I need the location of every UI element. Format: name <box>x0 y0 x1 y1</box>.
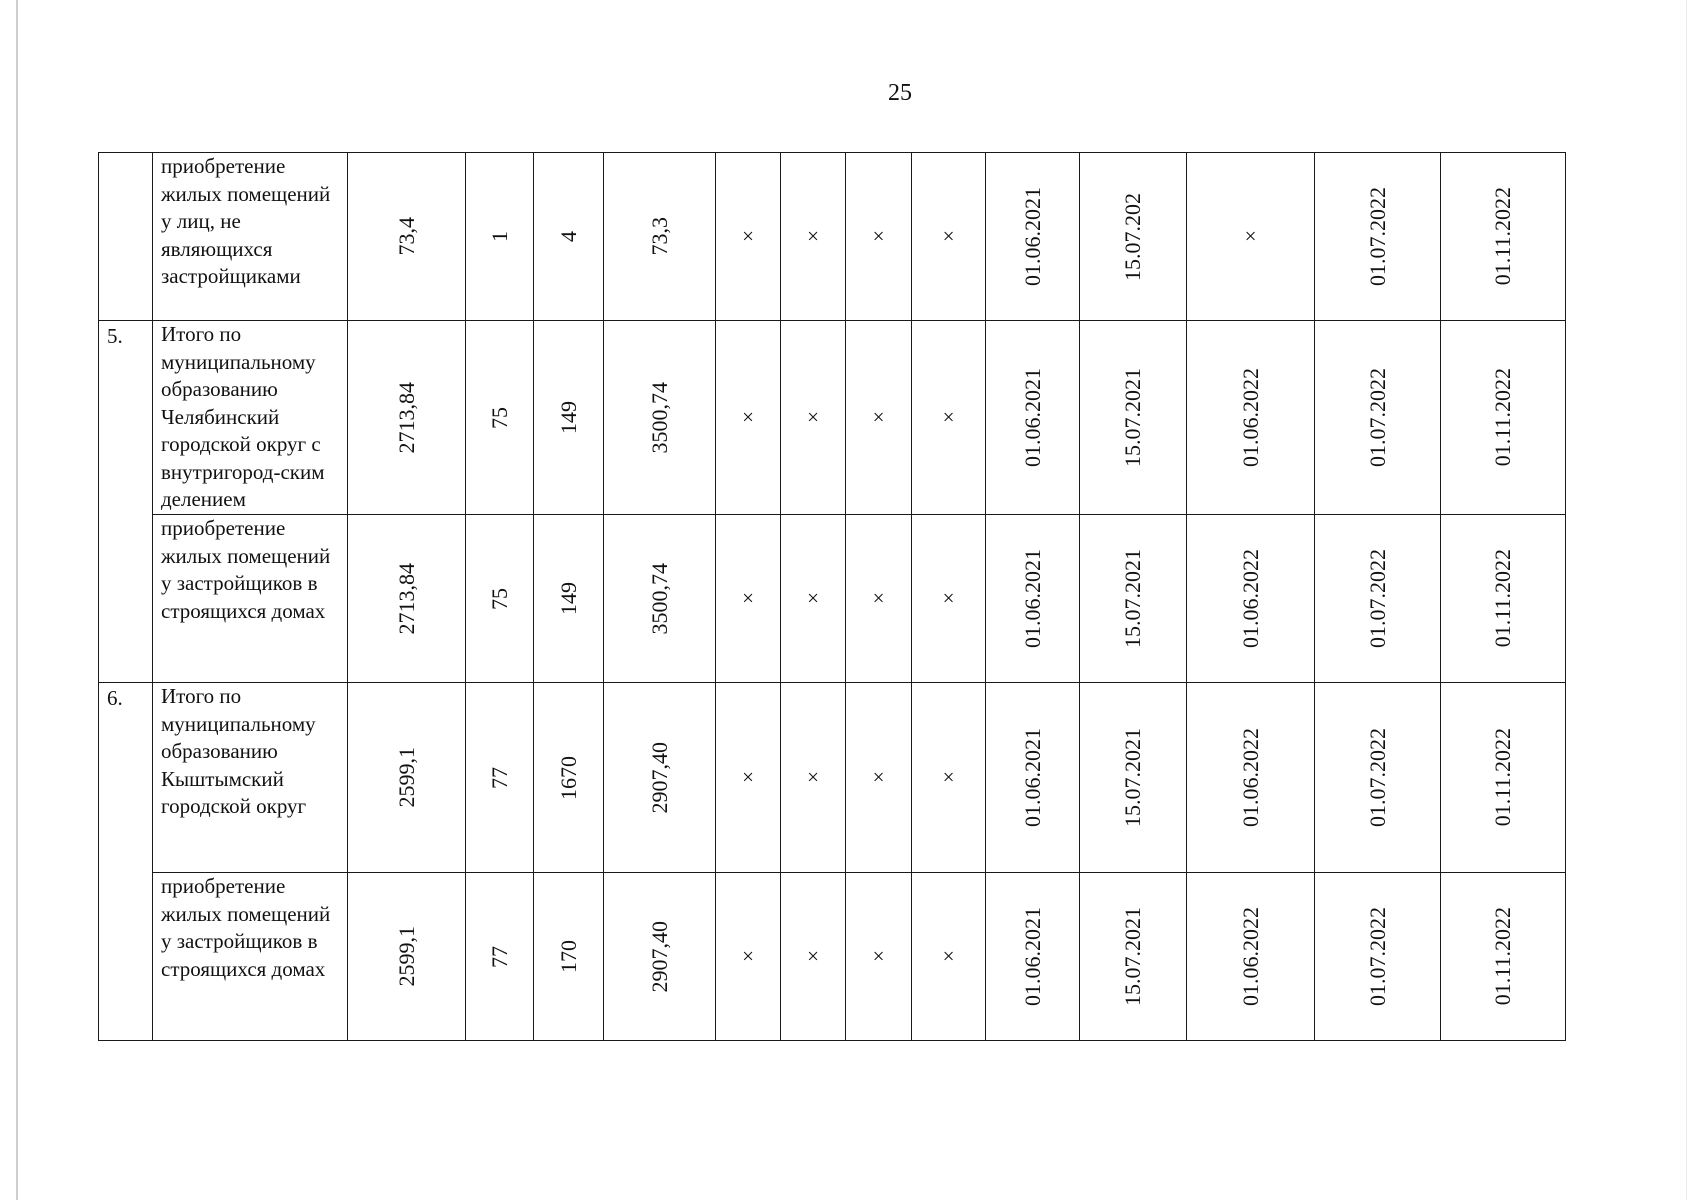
x-mark-cell: × <box>912 873 986 1041</box>
row-name: Итого по муниципальному образованию Кыштымский городской округ <box>153 683 348 873</box>
value-cell: 2713,84 <box>348 321 466 515</box>
date-cell: 01.06.2022 <box>1187 873 1315 1041</box>
x-mark-cell: × <box>716 683 781 873</box>
date-cell: 01.11.2022 <box>1441 321 1566 515</box>
x-mark-cell: × <box>912 321 986 515</box>
x-mark-cell: × <box>846 321 912 515</box>
date-cell: 01.06.2022 <box>1187 683 1315 873</box>
value-cell: 1670 <box>534 683 604 873</box>
date-cell: 01.06.2022 <box>1187 321 1315 515</box>
row-name: приобретение жилых помещений у застройщиков в строящихся домах <box>153 515 348 683</box>
value-cell: 149 <box>534 515 604 683</box>
date-cell: 01.07.2022 <box>1315 321 1441 515</box>
row-name: приобретение жилых помещений у лиц, не являющихся застройщиками <box>153 153 348 321</box>
value-cell: 75 <box>466 321 534 515</box>
x-mark-cell: × <box>846 153 912 321</box>
date-cell: 15.07.2021 <box>1080 873 1187 1041</box>
value-cell: 149 <box>534 321 604 515</box>
value-cell: 2599,1 <box>348 683 466 873</box>
value-cell: 170 <box>534 873 604 1041</box>
x-mark-cell: × <box>781 515 846 683</box>
value-cell: 2713,84 <box>348 515 466 683</box>
date-cell: 01.07.2022 <box>1315 515 1441 683</box>
date-cell: 15.07.2021 <box>1080 683 1187 873</box>
date-cell: 01.06.2021 <box>986 153 1080 321</box>
value-cell: 4 <box>534 153 604 321</box>
value-cell: 2907,40 <box>604 683 716 873</box>
page-number: 25 <box>888 80 912 106</box>
date-cell: 01.11.2022 <box>1441 873 1566 1041</box>
date-cell: 01.11.2022 <box>1441 683 1566 873</box>
row-number <box>99 153 153 321</box>
x-mark-cell: × <box>846 515 912 683</box>
date-cell: 15.07.202 <box>1080 153 1187 321</box>
x-mark-cell: × <box>781 873 846 1041</box>
x-mark-cell: × <box>912 153 986 321</box>
table-row <box>99 873 1566 1041</box>
x-mark-cell: × <box>781 153 846 321</box>
value-cell: 3500,74 <box>604 321 716 515</box>
value-cell: 77 <box>466 873 534 1041</box>
date-cell: 01.07.2022 <box>1315 683 1441 873</box>
x-mark-cell: × <box>912 515 986 683</box>
row-number: 6. <box>99 683 153 1041</box>
row-name: Итого по муниципальному образованию Челябинский городской округ с внутригород-ским делением <box>153 321 348 515</box>
x-mark-cell: × <box>716 321 781 515</box>
table-row <box>99 515 1566 683</box>
date-cell: 01.06.2021 <box>986 515 1080 683</box>
date-cell: 01.11.2022 <box>1441 515 1566 683</box>
data-table <box>98 152 1566 1041</box>
x-mark-cell: × <box>716 873 781 1041</box>
date-cell: × <box>1187 153 1315 321</box>
date-cell: 01.06.2021 <box>986 873 1080 1041</box>
x-mark-cell: × <box>846 683 912 873</box>
value-cell: 73,4 <box>348 153 466 321</box>
date-cell: 15.07.2021 <box>1080 515 1187 683</box>
scan-edge <box>1686 0 1687 1200</box>
scan-edge <box>16 0 18 1200</box>
value-cell: 2907,40 <box>604 873 716 1041</box>
value-cell: 77 <box>466 683 534 873</box>
date-cell: 01.06.2021 <box>986 683 1080 873</box>
x-mark-cell: × <box>781 683 846 873</box>
value-cell: 73,3 <box>604 153 716 321</box>
date-cell: 01.11.2022 <box>1441 153 1566 321</box>
date-cell: 01.06.2021 <box>986 321 1080 515</box>
row-number: 5. <box>99 321 153 683</box>
date-cell: 01.07.2022 <box>1315 873 1441 1041</box>
table-row <box>99 683 1566 873</box>
x-mark-cell: × <box>716 515 781 683</box>
x-mark-cell: × <box>716 153 781 321</box>
value-cell: 2599,1 <box>348 873 466 1041</box>
value-cell: 75 <box>466 515 534 683</box>
x-mark-cell: × <box>846 873 912 1041</box>
date-cell: 01.07.2022 <box>1315 153 1441 321</box>
value-cell: 3500,74 <box>604 515 716 683</box>
row-name: приобретение жилых помещений у застройщиков в строящихся домах <box>153 873 348 1041</box>
value-cell: 1 <box>466 153 534 321</box>
table-row <box>99 321 1566 515</box>
x-mark-cell: × <box>912 683 986 873</box>
date-cell: 01.06.2022 <box>1187 515 1315 683</box>
x-mark-cell: × <box>781 321 846 515</box>
date-cell: 15.07.2021 <box>1080 321 1187 515</box>
table-row <box>99 153 1566 321</box>
